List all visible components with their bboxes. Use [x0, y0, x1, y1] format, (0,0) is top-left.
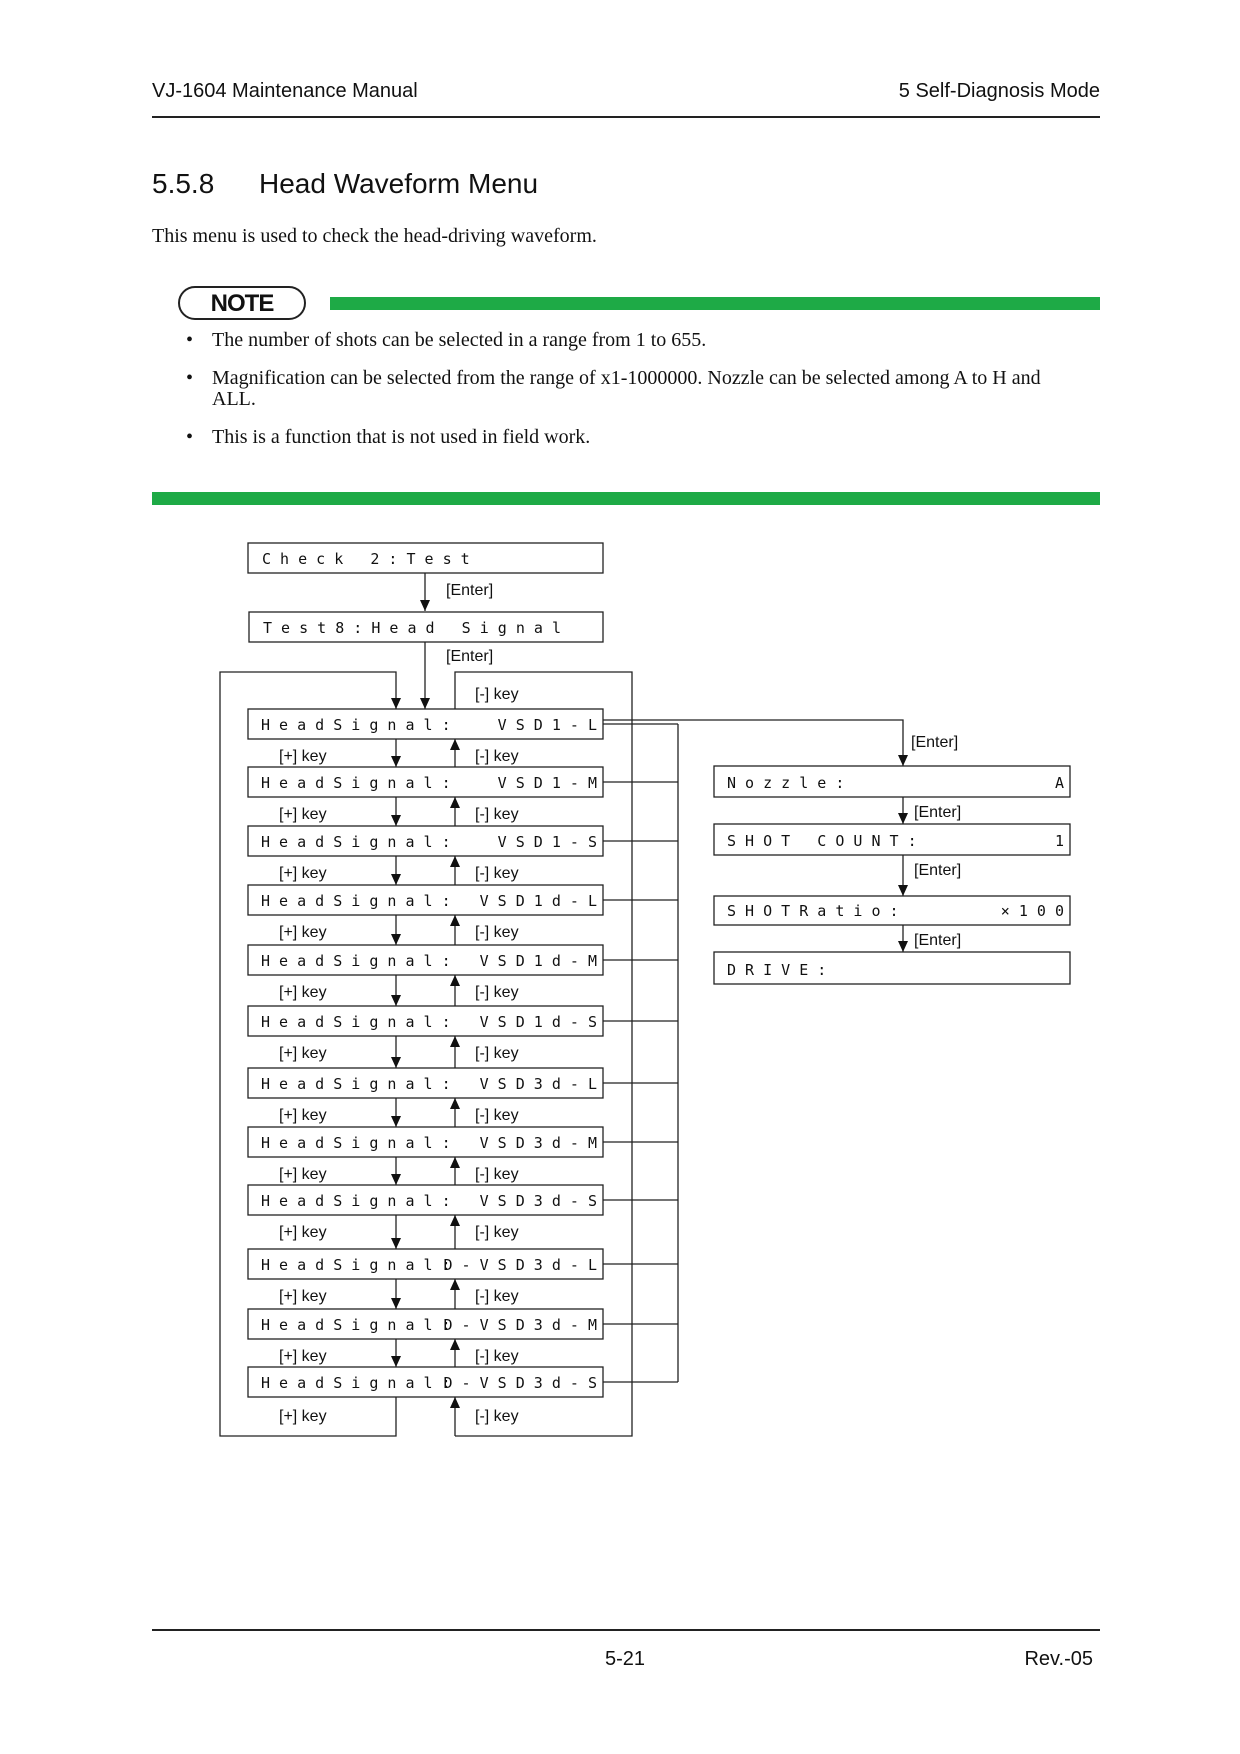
test8-head-signal-label: T e s t 8 : H e a d S i g n a l — [263, 619, 562, 637]
note-item: • The number of shots can be selected in a range from 1 to 655. — [186, 330, 1086, 351]
head-signal-label: H e a d S i g n a l : — [261, 1075, 451, 1093]
footer-rule — [152, 1629, 1100, 1631]
minus-key-label: [-] key — [475, 806, 519, 823]
arrow-down-icon — [420, 698, 430, 709]
arrow-up-icon — [450, 1036, 460, 1047]
arrow-down-icon — [391, 815, 401, 826]
arrow-down-icon — [391, 1116, 401, 1127]
enter-label: [Enter] — [446, 648, 494, 665]
minus-key-label: [-] key — [475, 1166, 519, 1183]
head-signal-value: V S D 3 d - L — [479, 1075, 597, 1093]
parameter-label: D R I V E : — [727, 961, 827, 979]
arrow-up-icon — [450, 797, 460, 808]
plus-key-label: [+] key — [279, 1107, 327, 1124]
arrow-down-icon — [391, 934, 401, 945]
arrow-up-icon — [450, 1215, 460, 1226]
head-signal-value: D - V S D 3 d - L — [443, 1256, 597, 1274]
arrow-up-icon — [450, 856, 460, 867]
minus-key-label: [-] key — [475, 865, 519, 882]
revision-label: Rev.-05 — [1024, 1648, 1093, 1670]
note-item: • Magnification can be selected from the range of x1-1000000. Nozzle can be selected among A to H and ALL. — [186, 368, 1086, 410]
head-signal-label: H e a d S i g n a l : — [261, 892, 451, 910]
intro-paragraph: This menu is used to check the head-driving waveform. — [152, 225, 597, 247]
minus-key-label: [-] key — [475, 1288, 519, 1305]
head-signal-label: H e a d S i g n a l : — [261, 952, 451, 970]
arrow-up-icon — [450, 975, 460, 986]
header-manual-title: VJ-1604 Maintenance Manual — [152, 80, 418, 102]
arrow-down-icon — [391, 1057, 401, 1068]
parameter-value: A — [1054, 774, 1064, 792]
head-signal-value: D - V S D 3 d - S — [443, 1374, 597, 1392]
head-signal-value: V S D 1 d - M — [479, 952, 597, 970]
head-signal-value: V S D 1 d - L — [479, 892, 597, 910]
page-number: 5-21 — [605, 1648, 646, 1670]
plus-key-label: [+] key — [279, 1288, 327, 1305]
arrow-down-icon — [391, 874, 401, 885]
enter-connector — [603, 720, 903, 766]
arrow-up-icon — [450, 1157, 460, 1168]
section-title: Head Waveform Menu — [259, 168, 539, 199]
arrow-down-icon — [420, 600, 430, 611]
plus-key-label: [+] key — [279, 806, 327, 823]
enter-label: [Enter] — [914, 862, 962, 879]
head-signal-value: V S D 3 d - S — [479, 1192, 597, 1210]
parameter-label: N o z z l e : — [727, 774, 845, 792]
plus-key-label: [+] key — [279, 1166, 327, 1183]
minus-key-label: [-] key — [475, 1224, 519, 1241]
arrow-down-icon — [391, 995, 401, 1006]
head-signal-value: V S D 1 - L — [497, 716, 597, 734]
minus-key-label: [-] key — [475, 924, 519, 941]
head-signal-value: V S D 1 d - S — [479, 1013, 597, 1031]
arrow-up-icon — [450, 1098, 460, 1109]
head-signal-value: D - V S D 3 d - M — [443, 1316, 597, 1334]
arrow-up-icon — [450, 1279, 460, 1290]
head-signal-label: H e a d S i g n a l : — [261, 833, 451, 851]
section-number: 5.5.8 — [152, 168, 215, 199]
plus-key-label: [+] key — [279, 924, 327, 941]
head-signal-label: H e a d S i g n a l : — [261, 1013, 451, 1031]
parameter-value: × 1 0 0 — [1000, 902, 1064, 920]
plus-key-label: [+] key — [279, 1408, 327, 1425]
plus-key-label: [+] key — [279, 1045, 327, 1062]
header-chapter-title: 5 Self-Diagnosis Mode — [898, 80, 1100, 102]
arrow-down-icon — [898, 813, 908, 824]
parameter-label: S H O T R a t i o : — [727, 902, 899, 920]
minus-key-label: [-] key — [475, 1107, 519, 1124]
check-test-label: C h e c k 2 : T e s t — [262, 550, 470, 568]
arrow-down-icon — [898, 755, 908, 766]
arrow-down-icon — [391, 1174, 401, 1185]
arrow-up-icon — [450, 1339, 460, 1350]
arrow-down-icon — [391, 756, 401, 767]
arrow-down-icon — [391, 1238, 401, 1249]
enter-label: [Enter] — [914, 804, 962, 821]
note-item: • This is a function that is not used in field work. — [186, 427, 1086, 448]
head-signal-value: V S D 1 - M — [497, 774, 597, 792]
arrow-down-icon — [898, 941, 908, 952]
plus-key-label: [+] key — [279, 1224, 327, 1241]
head-signal-label: H e a d S i g n a l : — [261, 1316, 451, 1334]
arrow-down-icon — [898, 885, 908, 896]
minus-key-label: [-] key — [475, 1408, 519, 1425]
plus-key-label: [+] key — [279, 865, 327, 882]
parameter-value: 1 — [1054, 832, 1064, 850]
arrow-down-icon — [391, 698, 401, 709]
head-signal-label: H e a d S i g n a l : — [261, 1192, 451, 1210]
arrow-down-icon — [391, 1356, 401, 1367]
head-signal-value: V S D 1 - S — [497, 833, 597, 851]
head-signal-label: H e a d S i g n a l : — [261, 774, 451, 792]
enter-label: [Enter] — [914, 932, 962, 949]
note-badge: NOTE — [178, 286, 306, 320]
head-signal-label: H e a d S i g n a l : — [261, 716, 451, 734]
head-signal-label: H e a d S i g n a l : — [261, 1256, 451, 1274]
minus-key-label: [-] key — [475, 686, 519, 703]
arrow-down-icon — [391, 1298, 401, 1309]
head-signal-label: H e a d S i g n a l : — [261, 1374, 451, 1392]
minus-key-label: [-] key — [475, 748, 519, 765]
arrow-up-icon — [450, 915, 460, 926]
arrow-up-icon — [450, 1397, 460, 1408]
head-signal-value: V S D 3 d - M — [479, 1134, 597, 1152]
minus-key-label: [-] key — [475, 1045, 519, 1062]
plus-key-label: [+] key — [279, 1348, 327, 1365]
head-signal-label: H e a d S i g n a l : — [261, 1134, 451, 1152]
parameter-label: S H O T C O U N T : — [727, 832, 917, 850]
plus-key-label: [+] key — [279, 984, 327, 1001]
minus-key-label: [-] key — [475, 984, 519, 1001]
enter-label: [Enter] — [911, 734, 959, 751]
enter-label: [Enter] — [446, 582, 494, 599]
plus-key-label: [+] key — [279, 748, 327, 765]
minus-key-label: [-] key — [475, 1348, 519, 1365]
arrow-up-icon — [450, 739, 460, 750]
